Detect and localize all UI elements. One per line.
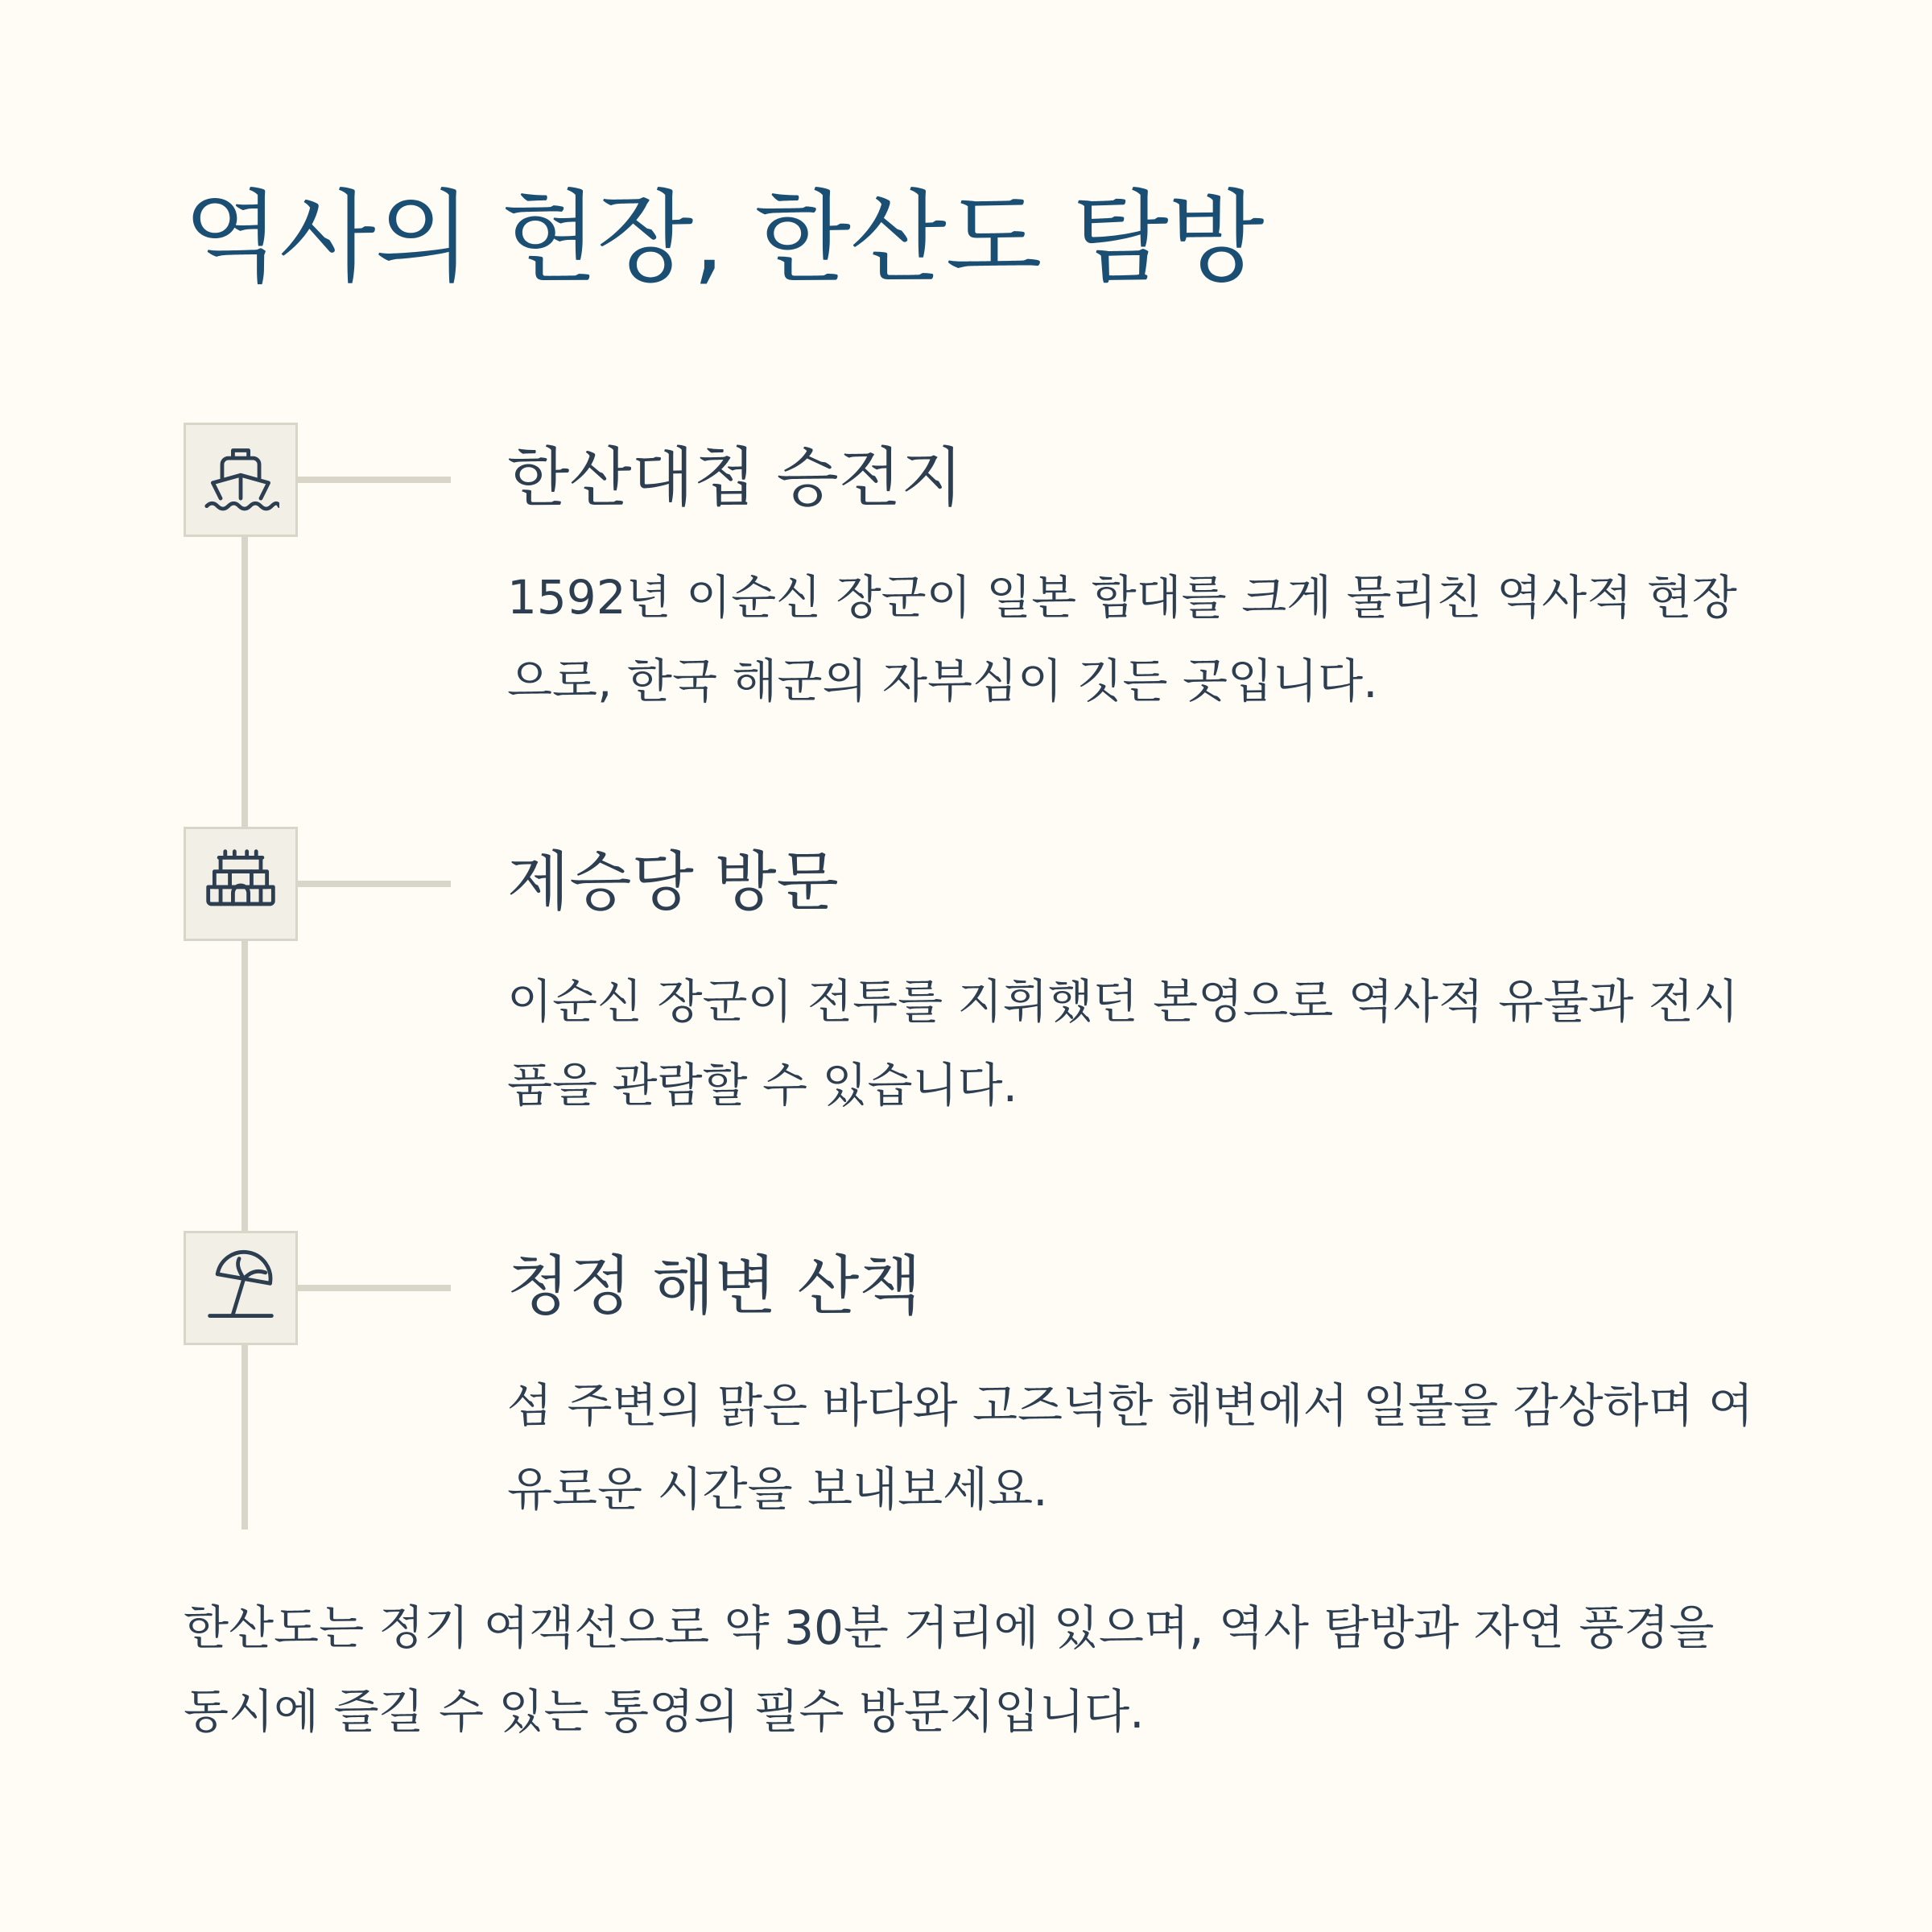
item-title: 청정 해변 산책 <box>507 1249 922 1323</box>
item-description: 섬 주변의 맑은 바다와 고즈넉한 해변에서 일몰을 감상하며 여유로운 시간을 보내보세요. <box>507 1378 1754 1517</box>
footer-text: 한산도는 정기 여객선으로 약 30분 거리에 있으며, 역사 탐방과 자연 풍경을 동시에 즐길 수 있는 통영의 필수 방문지입니다. <box>184 1600 1715 1739</box>
connector <box>298 881 451 887</box>
timeline-line <box>242 483 248 1530</box>
connector <box>298 477 451 483</box>
ship-icon <box>202 441 279 518</box>
beach-umbrella-icon-box <box>184 1231 298 1345</box>
beach-umbrella-icon <box>202 1249 279 1327</box>
connector <box>298 1285 451 1291</box>
item-title: 제승당 방문 <box>507 844 839 919</box>
ship-icon-box <box>184 423 298 537</box>
item-description: 1592년 이순신 장군이 일본 함대를 크게 물리친 역사적 현장으로, 한국 해군의 자부심이 깃든 곳입니다. <box>507 570 1737 708</box>
shrine-icon <box>202 845 279 923</box>
page-title: 역사의 현장, 한산도 탐방 <box>184 180 1264 296</box>
item-title: 한산대첩 승전지 <box>507 440 964 515</box>
shrine-icon-box <box>184 827 298 941</box>
item-description: 이순신 장군이 전투를 지휘했던 본영으로 역사적 유물과 전시품을 관람할 수 있습니다. <box>507 974 1739 1113</box>
